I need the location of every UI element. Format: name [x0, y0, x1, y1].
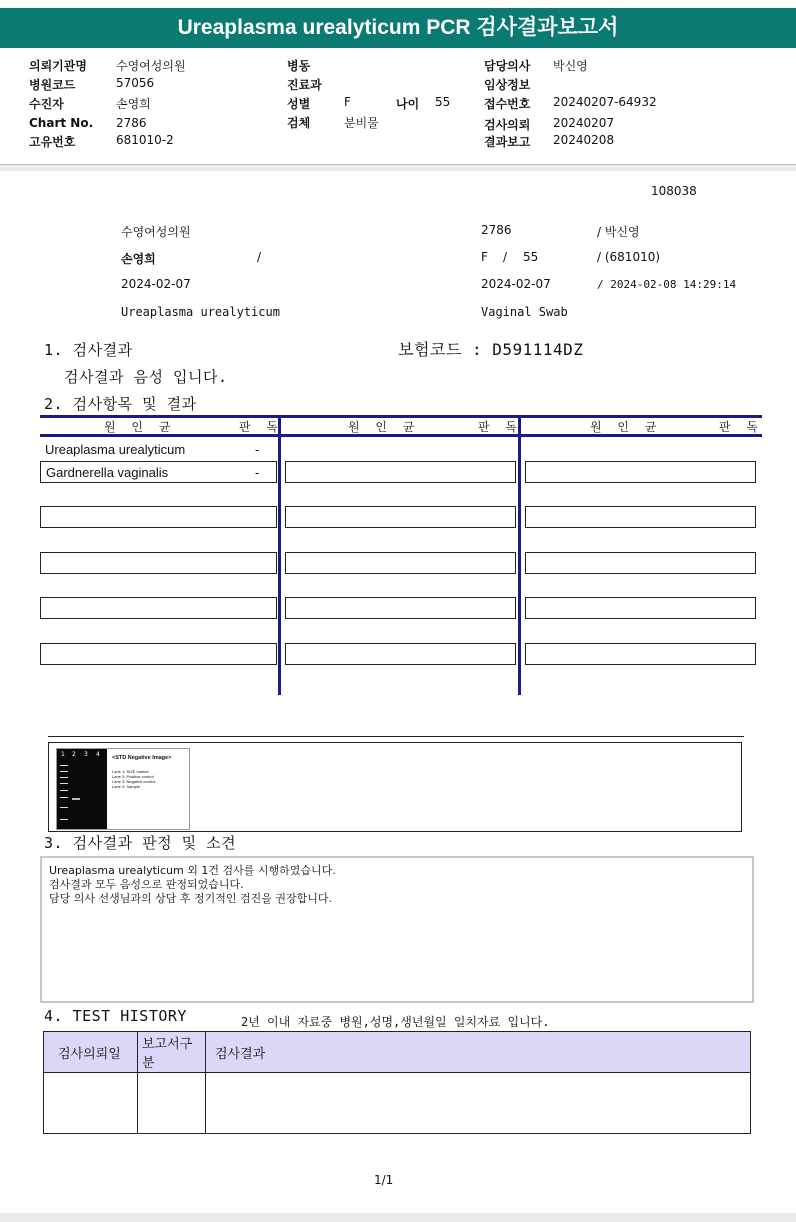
header-label: 병원코드 — [29, 78, 76, 92]
header-value: 수영여성의원 — [116, 59, 186, 73]
header-label: 접수번호 — [484, 97, 531, 111]
gel-legend-item: Lane 2: Positive control — [112, 774, 154, 779]
opinion-line: Ureaplasma urealyticum 외 1건 검사를 시행하였습니다. — [49, 864, 336, 877]
gel-lane-label: 3 — [84, 751, 88, 758]
history-column-header: 보고서구분 — [138, 1032, 206, 1073]
result-cell — [285, 506, 516, 528]
header-value: 55 — [435, 95, 451, 109]
gel-band — [60, 771, 68, 772]
gel-band — [60, 819, 68, 820]
section1-heading: 1. 검사결과 — [44, 341, 133, 359]
header-label: 담당의사 — [484, 59, 531, 73]
gel-legend-item: Lane 1: SIZE marker — [112, 769, 149, 774]
report-number: 108038 — [651, 184, 697, 198]
header-label: 고유번호 — [29, 135, 76, 149]
header-label: 병동 — [287, 59, 311, 73]
result-cell — [40, 506, 277, 528]
header-value: 박신영 — [553, 59, 588, 73]
history-header-row — [44, 1032, 751, 1073]
section3-heading: 3. 검사결과 판정 및 소견 — [44, 834, 237, 852]
history-cell — [206, 1073, 751, 1134]
table-column-divider — [518, 415, 521, 695]
gel-lane-label: 4 — [96, 751, 100, 758]
history-table — [43, 1031, 751, 1134]
opinion-text — [49, 864, 336, 906]
header-label: 검체 — [287, 116, 311, 130]
gel-band — [60, 777, 68, 778]
result-cell — [285, 643, 516, 665]
header-value: 분비물 — [344, 116, 379, 130]
header-label: 수진자 — [29, 97, 64, 111]
result-cell — [40, 643, 277, 665]
result-summary: 검사결과 음성 입니다. — [64, 368, 228, 386]
result-cell — [525, 643, 756, 665]
result-cell — [285, 552, 516, 574]
info-report-datetime: / 2024-02-08 14:29:14 — [597, 278, 737, 291]
gel-lanes — [57, 749, 107, 829]
gel-legend-item: Lane 3: Negative control — [112, 779, 156, 784]
header-value: 20240208 — [553, 133, 615, 147]
header-value: 2786 — [116, 116, 147, 130]
column-header-judgement: 판 독 — [239, 420, 284, 434]
header-label: Chart No. — [29, 116, 94, 130]
opinion-line: 검사결과 모두 음성으로 판정되었습니다. — [49, 878, 244, 891]
result-cell — [525, 461, 756, 483]
column-header-judgement: 판 독 — [719, 420, 764, 434]
header-value: 20240207-64932 — [553, 95, 657, 109]
info-doctor: / 박신영 — [597, 225, 640, 239]
header-value: 손영희 — [116, 97, 151, 111]
gel-band — [60, 765, 68, 766]
gel-band — [60, 807, 68, 808]
result-cell — [525, 597, 756, 619]
pathogen-name: Ureaplasma urealyticum — [45, 442, 186, 457]
history-column-header: 검사의뢰일 — [44, 1032, 138, 1073]
header-value: F — [344, 95, 351, 109]
header-label: 성별 — [287, 97, 311, 111]
page-number: 1/1 — [374, 1173, 394, 1187]
gel-lane-label: 1 — [61, 751, 65, 758]
info-request-date: 2024-02-07 — [121, 277, 191, 291]
column-header-pathogen: 원 인 균 — [590, 420, 663, 434]
history-note: 2년 이내 자료중 병원,성명,생년월일 일치자료 입니다. — [241, 1015, 550, 1029]
gel-band — [60, 797, 68, 798]
pathogen-result: - — [255, 442, 260, 457]
gel-legend-item: Lane 4: Sample — [112, 784, 141, 789]
header-label: 결과보고 — [484, 135, 531, 149]
header-value: 57056 — [116, 76, 155, 90]
info-age: 55 — [523, 250, 539, 264]
gel-top-rule — [48, 736, 744, 737]
insurance-code: 보험코드 : D591114DZ — [398, 340, 584, 359]
info-test-name: Ureaplasma urealyticum — [121, 305, 280, 319]
pathogen-result: - — [255, 465, 260, 480]
info-hospital: 수영여성의원 — [121, 225, 191, 239]
table-column-divider — [278, 415, 281, 695]
gel-band — [60, 790, 68, 791]
column-header-judgement: 판 독 — [478, 420, 523, 434]
gel-legend — [112, 769, 155, 789]
info-separator: / — [503, 250, 508, 264]
result-cell — [40, 597, 277, 619]
gel-image — [56, 748, 190, 830]
gel-band — [60, 783, 68, 784]
header-value: 20240207 — [553, 116, 615, 130]
result-cell — [285, 461, 516, 483]
result-cell — [40, 552, 277, 574]
gel-lane-label: 2 — [72, 751, 76, 758]
info-separator: / — [257, 250, 262, 264]
report-title: Ureaplasma urealyticum PCR 검사결과보고서 — [0, 8, 796, 48]
header-value: 681010-2 — [116, 133, 174, 147]
column-header-pathogen: 원 인 균 — [104, 420, 177, 434]
info-chart: 2786 — [481, 223, 512, 237]
header-label: 임상정보 — [484, 78, 531, 92]
section2-heading: 2. 검사항목 및 결과 — [44, 395, 197, 413]
history-cell — [44, 1073, 138, 1134]
result-cell — [525, 506, 756, 528]
pathogen-name: Gardnerella vaginalis — [46, 465, 169, 480]
history-cell — [138, 1073, 206, 1134]
header-label: 검사의뢰 — [484, 118, 531, 132]
info-birth: / (681010) — [597, 250, 661, 264]
info-receive-date: 2024-02-07 — [481, 277, 551, 291]
info-sex: F — [481, 250, 488, 264]
section4-heading: 4. TEST HISTORY — [44, 1007, 187, 1025]
header-label: 진료과 — [287, 78, 322, 92]
result-cell — [525, 552, 756, 574]
header-band — [0, 165, 796, 171]
result-cell — [285, 597, 516, 619]
gel-band — [72, 798, 80, 800]
column-header-pathogen: 원 인 균 — [348, 420, 421, 434]
history-column-header: 검사결과 — [206, 1032, 751, 1073]
gel-caption: <STD Negative Image> — [112, 755, 172, 761]
header-label: 나이 — [396, 97, 420, 111]
opinion-line: 담당 의사 선생님과의 상담 후 정기적인 검진을 권장합니다. — [49, 892, 332, 905]
history-row — [44, 1073, 751, 1134]
page-bottom-band — [0, 1213, 796, 1222]
header-label: 의뢰기관명 — [29, 59, 87, 73]
info-patient-name: 손영희 — [121, 252, 156, 266]
info-specimen: Vaginal Swab — [481, 305, 568, 319]
